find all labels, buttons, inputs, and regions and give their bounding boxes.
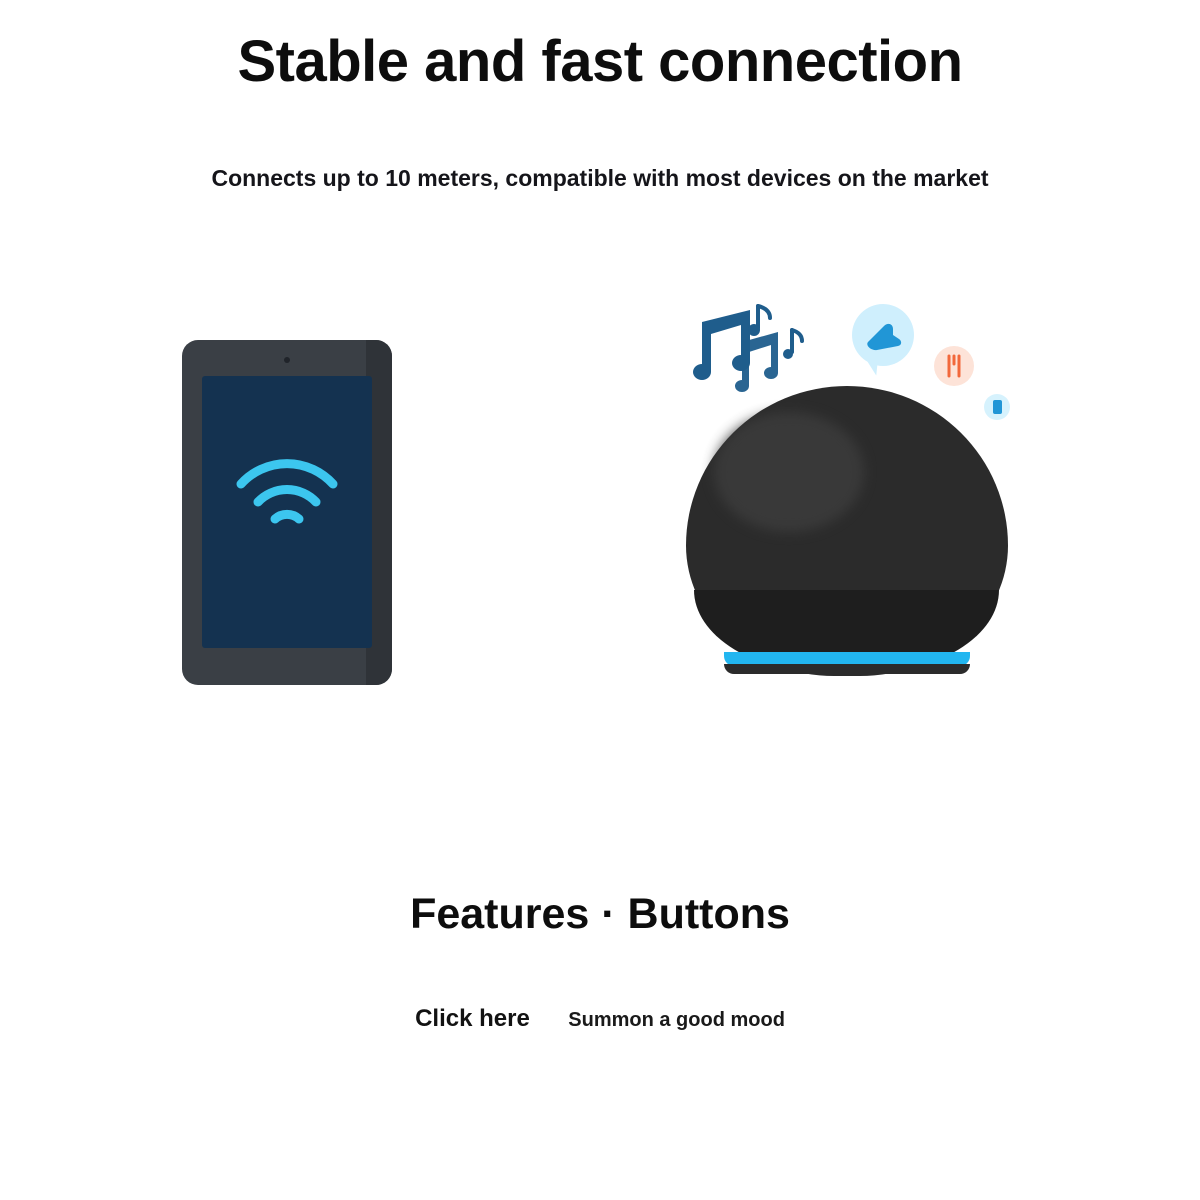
speaker-illustration xyxy=(672,290,1032,690)
speaker-base xyxy=(724,664,970,674)
page-subtitle: Connects up to 10 meters, compatible with most devices on the market xyxy=(211,165,989,191)
cta-row xyxy=(0,1005,1200,1033)
tablet-camera-icon xyxy=(284,357,290,363)
cta-secondary-label: Summon a good mood xyxy=(568,1009,785,1031)
cutlery-icon-bubble xyxy=(934,346,974,386)
wifi-icon xyxy=(235,458,339,530)
page-title: Stable and fast connection xyxy=(237,29,963,94)
click-here-button[interactable]: Click here xyxy=(415,1005,530,1032)
music-notes-icon xyxy=(680,290,820,400)
shoe-icon-bubble xyxy=(852,304,914,366)
features-title: Features · Buttons xyxy=(410,890,790,938)
book-icon-bubble xyxy=(984,394,1010,420)
tablet-illustration xyxy=(182,340,392,685)
speaker-highlight xyxy=(714,412,864,532)
